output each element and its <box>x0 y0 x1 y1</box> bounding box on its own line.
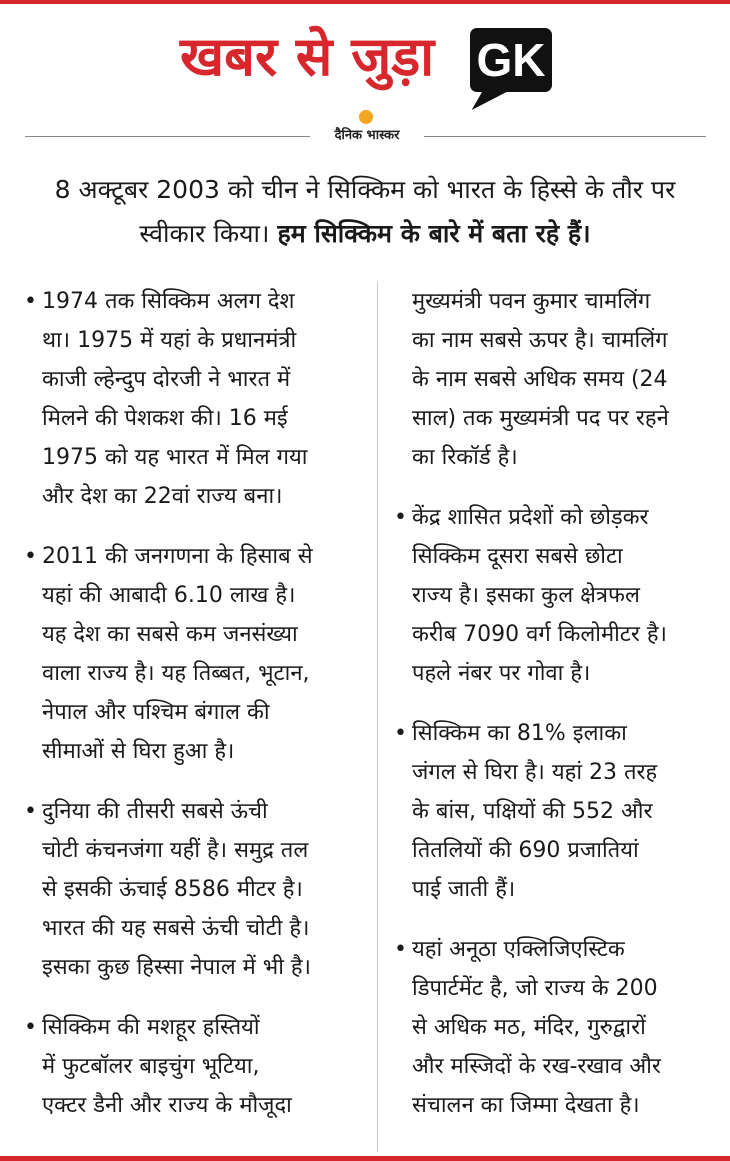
fact-line: दुनिया की तीसरी सबसे ऊंची <box>42 799 268 824</box>
gk-speech-bubble-badge: GK <box>470 28 552 92</box>
fact-item <box>392 714 717 909</box>
fact-line: भारत की यह सबसे ऊंची चोटी है। <box>42 916 310 941</box>
fact-line: एक्टर डैनी और राज्य के मौजूदा <box>42 1093 292 1118</box>
fact-item <box>392 498 717 693</box>
fact-item <box>22 792 367 987</box>
intro-bold: हम सिक्किम के बारे में बता रहे हैं। <box>277 219 591 248</box>
bullet-icon: • <box>394 721 407 746</box>
fact-line: मुख्यमंत्री पवन कुमार चामलिंग <box>412 289 651 314</box>
right-column <box>392 282 717 1146</box>
fact-item <box>392 282 717 477</box>
fact-line: यहां अनूठा एक्लिजिएस्टिक <box>412 937 625 962</box>
fact-line: में फुटबॉलर बाइचुंग भूटिया, <box>42 1054 260 1079</box>
bullet-icon: • <box>394 505 407 530</box>
fact-line: का नाम सबसे ऊपर है। चामलिंग <box>412 328 668 353</box>
fact-item <box>22 282 367 516</box>
fact-line: काजी ल्हेन्दुप दोरजी ने भारत में <box>42 367 291 392</box>
fact-line: वाला राज्य है। यह तिब्बत, भूटान, <box>42 661 310 686</box>
fact-item <box>22 537 367 771</box>
fact-line: 1975 को यह भारत में मिल गया <box>42 445 308 470</box>
fact-line: से इसकी ऊंचाई 8586 मीटर है। <box>42 877 303 902</box>
fact-line: राज्य है। इसका कुल क्षेत्रफल <box>412 583 640 608</box>
page-title: खबर से जुड़ा <box>180 25 435 88</box>
fact-line: था। 1975 में यहां के प्रधानमंत्री <box>42 328 297 353</box>
fact-line: करीब 7090 वर्ग किलोमीटर है। <box>412 622 667 647</box>
fact-line: इसका कुछ हिस्सा नेपाल में भी है। <box>42 955 311 980</box>
fact-line: केंद्र शासित प्रदेशों को छोड़कर <box>412 505 649 530</box>
fact-line: तितलियों की 690 प्रजातियां <box>412 838 639 863</box>
fact-line: सीमाओं से घिरा हुआ है। <box>42 739 235 764</box>
fact-line: 2011 की जनगणना के हिसाब से <box>42 544 313 569</box>
fact-line: और देश का 22वां राज्य बना। <box>42 484 283 509</box>
fact-line: का रिकॉर्ड है। <box>412 445 518 470</box>
fact-line: 1974 तक सिक्किम अलग देश <box>42 289 295 314</box>
brand-logo: दैनिक भास्कर <box>334 128 400 143</box>
fact-line: सिक्किम दूसरा सबसे छोटा <box>412 544 623 569</box>
bottom-accent-bar <box>0 1156 730 1161</box>
fact-line: नेपाल और पश्चिम बंगाल की <box>42 700 270 725</box>
fact-line: यह देश का सबसे कम जनसंख्या <box>42 622 298 647</box>
fact-line: चोटी कंचनजंगा यहीं है। समुद्र तल <box>42 838 309 863</box>
fact-line: संचालन का जिम्मा देखता है। <box>412 1093 640 1118</box>
fact-line: जंगल से घिरा है। यहां 23 तरह <box>412 760 658 785</box>
bullet-icon: • <box>24 799 37 824</box>
column-divider <box>377 282 378 1152</box>
fact-item <box>22 1008 367 1125</box>
fact-line: डिपार्टमेंट है, जो राज्य के 200 <box>412 976 658 1001</box>
bullet-icon: • <box>24 289 37 314</box>
intro-text <box>20 168 710 256</box>
fact-line: मिलने की पेशकश की। 16 मई <box>42 406 288 431</box>
fact-line: से अधिक मठ, मंदिर, गुरुद्वारों <box>412 1015 646 1040</box>
fact-line: सिक्किम की मशहूर हस्तियों <box>42 1015 260 1040</box>
fact-line: पहले नंबर पर गोवा है। <box>412 661 591 686</box>
fact-line: पाई जाती हैं। <box>412 877 516 902</box>
bullet-icon: • <box>394 937 407 962</box>
fact-item <box>392 930 717 1125</box>
divider-right <box>424 136 706 137</box>
divider-left <box>25 136 310 137</box>
fact-line: और मस्जिदों के रख-रखाव और <box>412 1054 661 1079</box>
fact-line: के नाम सबसे अधिक समय (24 <box>412 367 668 392</box>
top-accent-bar <box>0 0 730 4</box>
fact-line: यहां की आबादी 6.10 लाख है। <box>42 583 296 608</box>
fact-line: साल) तक मुख्यमंत्री पद पर रहने <box>412 406 669 431</box>
fact-line: के बांस, पक्षियों की 552 और <box>412 799 653 824</box>
fact-line: सिक्किम का 81% इलाका <box>412 721 627 746</box>
bullet-icon: • <box>24 1015 37 1040</box>
bullet-icon: • <box>24 544 37 569</box>
intro-main: 8 अक्टूबर 2003 को चीन ने सिक्किम को भारत के हिस्से के तौर पर स्वीकार किया। <box>54 175 676 248</box>
logo-sun-icon <box>359 110 373 124</box>
left-column <box>22 282 367 1146</box>
